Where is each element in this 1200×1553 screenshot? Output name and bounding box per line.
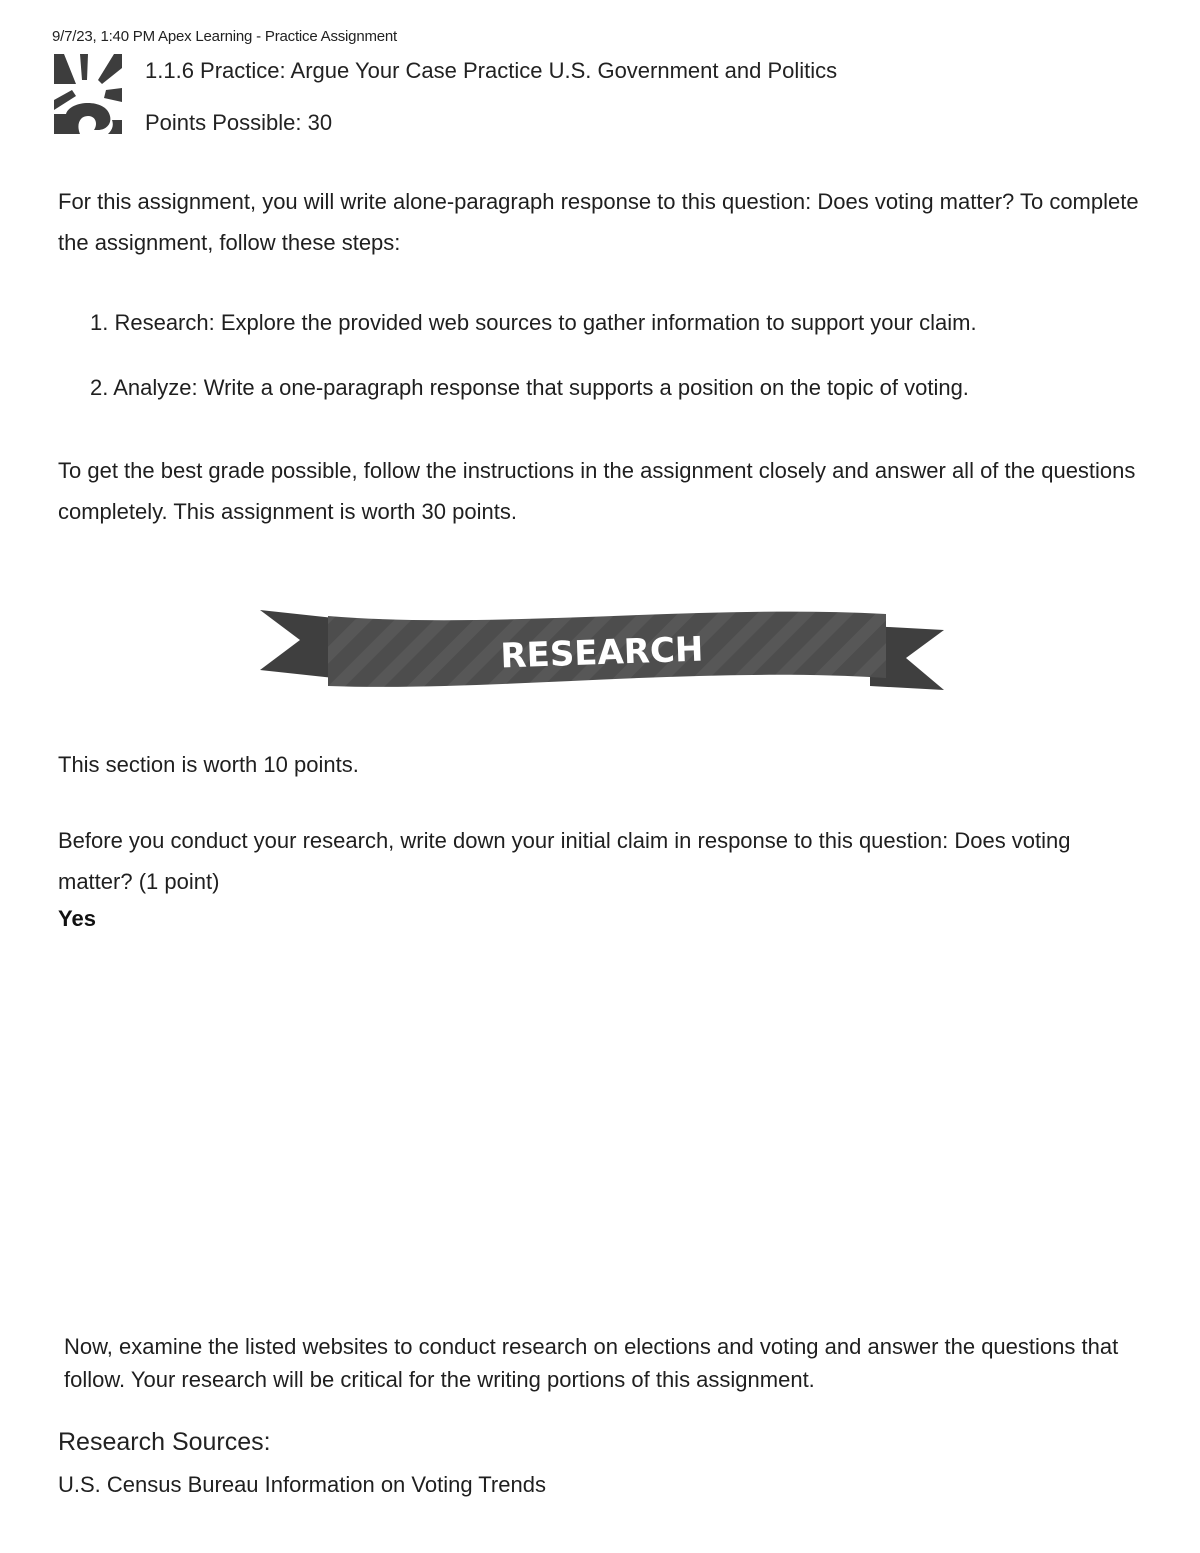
step-research: 1. Research: Explore the provided web sources to gather information to support your claim. bbox=[90, 310, 977, 335]
claim-prompt: Before you conduct your research, write down your initial claim in response to this question: Does voting matter? (1 point) bbox=[58, 828, 1071, 894]
research-banner bbox=[256, 600, 948, 694]
assignment-title: 1.1.6 Practice: Argue Your Case Practice U.S. Government and Politics bbox=[145, 58, 838, 83]
points-possible: Points Possible: 30 bbox=[145, 110, 333, 135]
banner-label: RESEARCH bbox=[499, 629, 705, 677]
print-header: 9/7/23, 1:40 PM Apex Learning - Practice Assignment bbox=[52, 28, 398, 45]
claim-answer: Yes bbox=[58, 906, 96, 931]
steps-list bbox=[90, 302, 977, 432]
apex-logo-icon bbox=[54, 54, 122, 134]
intro-paragraph: For this assignment, you will write alone-paragraph response to this question: Does voting matter? To complete the assignment, follow these steps: bbox=[58, 189, 1139, 255]
examine-paragraph: Now, examine the listed websites to conduct research on elections and voting and answer the questions that follow. Your research will be critical for the writing portions of this assignment. bbox=[64, 1334, 1119, 1392]
source-link-census[interactable]: U.S. Census Bureau Information on Voting Trends bbox=[58, 1472, 546, 1497]
step-analyze: 2. Analyze: Write a one-paragraph response that supports a position on the topic of voting. bbox=[90, 375, 969, 400]
grading-note: To get the best grade possible, follow the instructions in the assignment closely and answer all of the questions completely. This assignment is worth 30 points. bbox=[58, 458, 1136, 524]
research-sources-heading: Research Sources: bbox=[58, 1428, 271, 1456]
section-worth: This section is worth 10 points. bbox=[58, 752, 359, 777]
